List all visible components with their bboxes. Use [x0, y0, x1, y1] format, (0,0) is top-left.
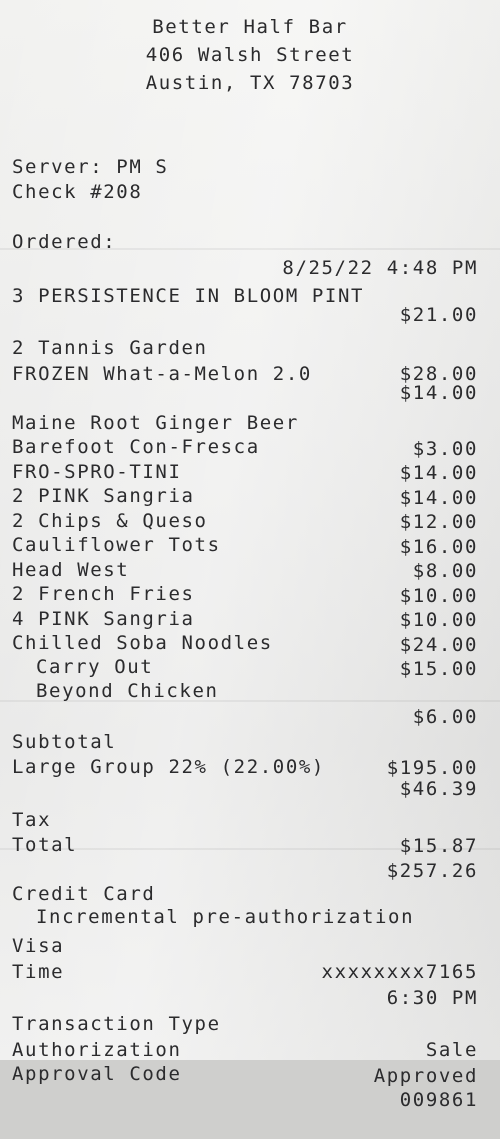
restaurant-name: Better Half Bar	[152, 16, 348, 38]
item-name: 2 Tannis Garden	[12, 337, 208, 359]
group-charge-label: Large Group 22% (22.00%)	[12, 756, 325, 778]
item-name: Head West	[12, 559, 130, 581]
authorization-value: Approved	[373, 1065, 478, 1087]
tax-label: Tax	[12, 809, 52, 831]
time-label: Time	[12, 961, 65, 983]
server-row	[0, 128, 500, 178]
ordered-label: Ordered:	[12, 231, 117, 253]
item-price: $24.00	[399, 634, 478, 656]
total-label: Total	[12, 834, 78, 856]
item-name: 4 PINK Sangria	[12, 608, 195, 630]
item-price: $14.00	[399, 382, 478, 404]
ordered-datetime: 8/25/22 4:48 PM	[282, 257, 478, 279]
restaurant-city: Austin, TX 78703	[145, 72, 355, 94]
item-price: $10.00	[399, 585, 478, 607]
transaction-type-value: Sale	[425, 1039, 478, 1061]
item-name: FROZEN What-a-Melon 2.0	[12, 363, 312, 385]
item-name: 2 PINK Sangria	[12, 485, 195, 507]
payment-method: Credit Card	[12, 883, 156, 905]
check-number: Check #208	[12, 181, 143, 203]
item-price: $16.00	[399, 536, 478, 558]
subtotal-value: $195.00	[386, 757, 478, 779]
item-name: Maine Root Ginger Beer	[12, 412, 299, 434]
item-price: $6.00	[412, 706, 478, 728]
restaurant-street: 406 Walsh Street	[145, 44, 355, 66]
card-number: xxxxxxxx7165	[321, 961, 478, 983]
item-price: $8.00	[412, 560, 478, 582]
item-name: 2 French Fries	[12, 583, 195, 605]
auth-note: Incremental pre-authorization	[36, 906, 415, 928]
group-charge-value: $46.39	[399, 778, 478, 800]
item-name: Beyond Chicken	[36, 680, 219, 702]
authorization-label: Authorization	[12, 1039, 182, 1061]
item-name: 3 PERSISTENCE IN BLOOM PINT	[12, 285, 365, 307]
subtotal-label: Subtotal	[12, 731, 117, 753]
server-text: Server: PM S	[12, 156, 169, 178]
ordered-row	[0, 203, 500, 279]
transaction-type-label: Transaction Type	[12, 1013, 221, 1035]
item-price: $28.00	[399, 363, 478, 385]
line-item-price-row	[0, 276, 500, 326]
item-name: FRO-SPRO-TINI	[12, 461, 182, 483]
item-price: $21.00	[399, 304, 478, 326]
item-price: $15.00	[399, 658, 478, 680]
item-name: Chilled Soba Noodles	[12, 632, 273, 654]
item-price: $12.00	[399, 511, 478, 533]
line-item-price-row	[0, 354, 500, 404]
line-item-modifier	[0, 652, 500, 728]
card-label: Visa	[12, 935, 65, 957]
check-row	[0, 153, 500, 203]
approval-code-value: 009861	[399, 1089, 478, 1111]
group-charge-amount-row	[0, 750, 500, 800]
item-price: $10.00	[399, 609, 478, 631]
item-modifier: Carry Out	[36, 656, 154, 678]
auth-note-row	[0, 878, 500, 928]
approval-code-label: Approval Code	[12, 1063, 182, 1085]
item-name: Cauliflower Tots	[12, 534, 221, 556]
item-name: Barefoot Con-Fresca	[12, 436, 260, 458]
total-value: $257.26	[386, 860, 478, 882]
tax-value: $15.87	[399, 835, 478, 857]
item-price: $3.00	[412, 438, 478, 460]
item-name: 2 Chips & Queso	[12, 510, 208, 532]
item-price: $14.00	[399, 487, 478, 509]
item-price: $14.00	[399, 462, 478, 484]
time-value: 6:30 PM	[386, 987, 478, 1009]
